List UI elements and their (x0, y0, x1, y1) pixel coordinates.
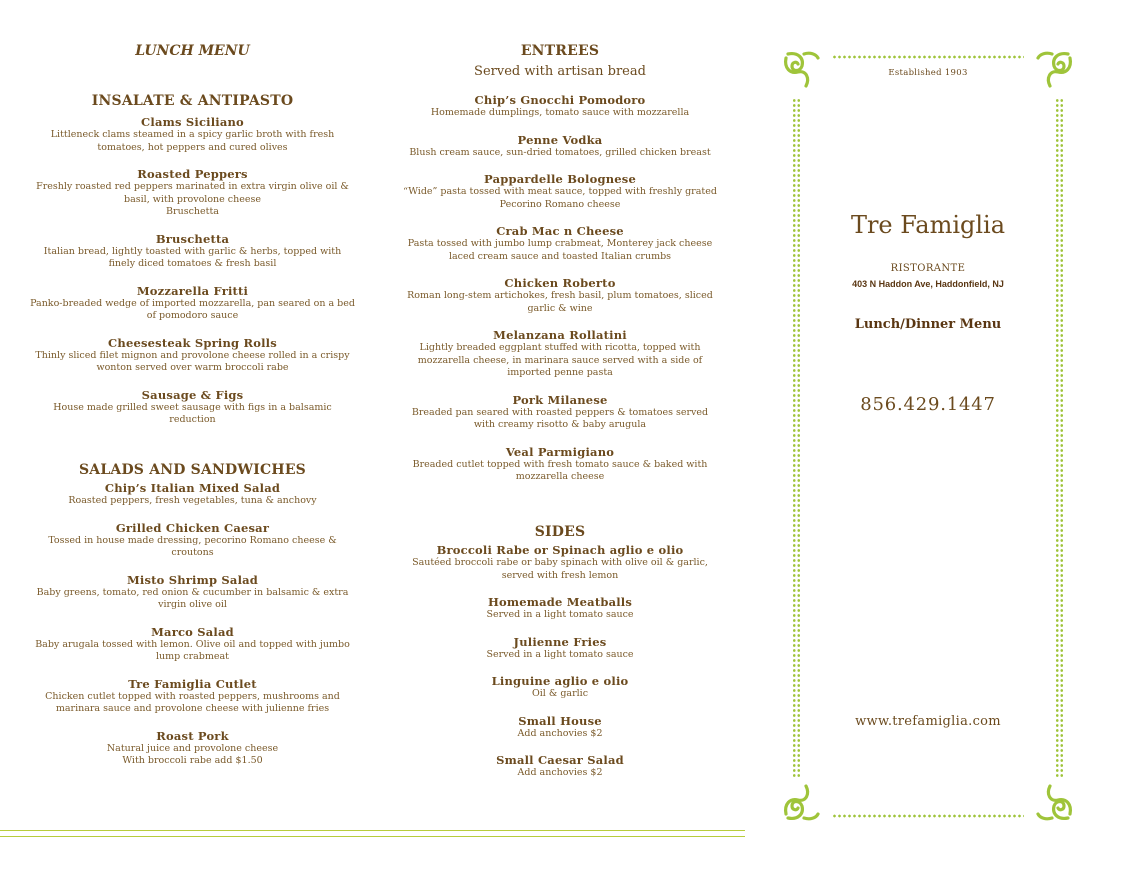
frame-right-dots (1055, 98, 1064, 778)
item-name: Chicken Roberto (504, 276, 616, 290)
menu-item (30, 284, 355, 323)
item-description: Oil & garlic (531, 688, 589, 699)
item-description: Tossed in house made dressing, pecorino Romano cheese & croutons (48, 534, 337, 558)
section-subheading: Served with artisan bread (474, 64, 646, 79)
menu-item (30, 336, 355, 375)
item-extra: With broccoli rabe add $1.50 (122, 755, 263, 766)
item-description: Natural juice and provolone cheese (106, 742, 279, 754)
bottom-double-rule (0, 830, 745, 837)
menu-item (30, 625, 355, 664)
menu-item (400, 224, 720, 263)
item-description: Homemade dumplings, tomato sauce with mozzarella (430, 107, 690, 118)
item-name: Broccoli Rabe or Spinach aglio e olio (436, 543, 684, 557)
item-description: Served in a light tomato sauce (486, 648, 634, 660)
menu-item (30, 729, 355, 768)
menu-item (400, 674, 720, 701)
item-name: Cheesesteak Spring Rolls (108, 335, 277, 350)
frame-bottom-dots (832, 814, 1024, 818)
item-description: Italian bread, lightly toasted with garlic & herbs, topped with finely diced tomatoes & fresh basil (43, 245, 342, 269)
item-name: Linguine aglio e olio (491, 674, 629, 688)
item-description: Panko-breaded wedge of imported mozzarella, pan seared on a bed of pomodoro sauce (30, 297, 355, 321)
menu-item (400, 753, 720, 780)
frame-top-dots (832, 55, 1024, 59)
salads-section (30, 462, 355, 781)
item-name: Crab Mac n Cheese (496, 224, 624, 238)
item-description: Lightly breaded eggplant stuffed with ricotta, topped with mozzarella cheese, in marinara sauce served with a side of imported penne pasta (417, 342, 703, 378)
section-heading: ENTREES (520, 43, 600, 59)
corner-scroll-icon (780, 780, 824, 824)
item-name: Melanzana Rollatini (493, 328, 627, 342)
menu-item (30, 573, 355, 612)
item-description: Blush cream sauce, sun-dried tomatoes, grilled chicken breast (409, 146, 711, 158)
item-name: Small House (518, 713, 602, 728)
menu-item (30, 388, 355, 427)
restaurant-type: RISTORANTE (890, 263, 966, 274)
item-name: Sausage & Figs (141, 387, 244, 402)
menu-item (400, 276, 720, 315)
menu-item (400, 635, 720, 662)
item-description: Sautéed broccoli rabe or baby spinach with olive oil & garlic, served with fresh lemon (412, 557, 708, 581)
item-name: Pappardelle Bolognese (484, 172, 636, 186)
item-name: Marco Salad (151, 624, 234, 639)
item-description: Breaded pan seared with roasted peppers & tomatoes served with creamy risotto & baby arugula (411, 406, 709, 430)
section-heading: INSALATE & ANTIPASTO (91, 93, 294, 109)
item-name: Julienne Fries (513, 634, 607, 649)
item-name: Clams Siciliano (141, 115, 244, 129)
item-name: Veal Parmigiano (505, 444, 615, 459)
item-name: Grilled Chicken Caesar (115, 520, 270, 535)
item-description: Baby greens, tomato, red onion & cucumber in balsamic & extra virgin olive oil (36, 586, 349, 610)
item-description: Roman long-stem artichokes, fresh basil, plum tomatoes, sliced garlic & wine (407, 290, 713, 314)
restaurant-address: 403 N Haddon Ave, Haddonfield, NJ (852, 279, 1004, 289)
lunch-menu-title: LUNCH MENU (135, 43, 250, 59)
item-description: Add anchovies $2 (517, 767, 603, 778)
item-extra: Bruschetta (166, 206, 219, 217)
item-name: Roasted Peppers (137, 167, 248, 181)
menu-item (400, 595, 720, 622)
item-description: Thinly sliced filet mignon and provolone cheese rolled in a crispy wonton served over warm broccoli rabe (35, 349, 350, 373)
menu-item (400, 172, 720, 211)
menu-item (30, 232, 355, 271)
item-description: Freshly roasted red peppers marinated in extra virgin olive oil & basil, with provolone cheese (36, 181, 349, 205)
menu-item (30, 677, 355, 716)
item-description: Served in a light tomato sauce (486, 609, 634, 620)
item-name: Penne Vodka (517, 132, 603, 147)
corner-scroll-icon (1032, 780, 1076, 824)
section-heading: SIDES (534, 524, 586, 540)
item-name: Chip’s Gnocchi Pomodoro (474, 93, 646, 107)
item-description: Baby arugala tossed with lemon. Olive oil and topped with jumbo lump crabmeat (35, 638, 350, 662)
item-description: Littleneck clams steamed in a spicy garlic broth with fresh tomatoes, hot peppers and cured olives (50, 129, 335, 153)
item-name: Chip’s Italian Mixed Salad (104, 481, 281, 495)
menu-item (400, 393, 720, 432)
menu-item (400, 93, 720, 120)
established-text: Established 1903 (888, 68, 968, 78)
item-description: Chicken cutlet topped with roasted peppers, mushrooms and marinara sauce and provolone cheese with julienne fries (45, 690, 340, 714)
item-name: Homemade Meatballs (487, 595, 633, 609)
item-name: Misto Shrimp Salad (126, 572, 259, 587)
menu-item (400, 133, 720, 160)
item-description: House made grilled sweet sausage with figs in a balsamic reduction (53, 401, 332, 425)
sides-section (400, 524, 720, 793)
item-name: Roast Pork (156, 728, 229, 743)
item-name: Small Caesar Salad (496, 753, 624, 767)
menu-item (30, 167, 355, 219)
item-description: Pasta tossed with jumbo lump crabmeat, Monterey jack cheese laced cream sauce and toasted Italian crumbs (407, 238, 713, 262)
phone-number: 856.429.1447 (860, 394, 996, 415)
item-name: Tre Famiglia Cutlet (128, 676, 257, 691)
insalate-section (30, 93, 355, 440)
item-name: Bruschetta (155, 231, 230, 246)
cover-panel (778, 46, 1078, 828)
menu-item (30, 481, 355, 508)
frame-left-dots (792, 98, 801, 778)
restaurant-name: Tre Famiglia (850, 211, 1006, 239)
menu-item (400, 445, 720, 484)
menu-item (400, 543, 720, 582)
item-name: Pork Milanese (512, 392, 608, 407)
entrees-section (400, 43, 720, 497)
item-description: Roasted peppers, fresh vegetables, tuna & anchovy (68, 495, 317, 506)
website-link[interactable]: www.trefamiglia.com (855, 714, 1001, 729)
item-description: “Wide” pasta tossed with meat sauce, topped with freshly grated Pecorino Romano cheese (403, 186, 717, 210)
item-description: Add anchovies $2 (517, 727, 603, 739)
menu-item (30, 115, 355, 154)
menu-item (400, 714, 720, 741)
menu-item (400, 328, 720, 380)
menu-type-label: Lunch/Dinner Menu (854, 317, 1002, 332)
section-heading: SALADS AND SANDWICHES (78, 462, 306, 478)
menu-item (30, 521, 355, 560)
item-name: Mozzarella Fritti (136, 283, 249, 298)
item-description: Breaded cutlet topped with fresh tomato sauce & baked with mozzarella cheese (412, 458, 708, 482)
